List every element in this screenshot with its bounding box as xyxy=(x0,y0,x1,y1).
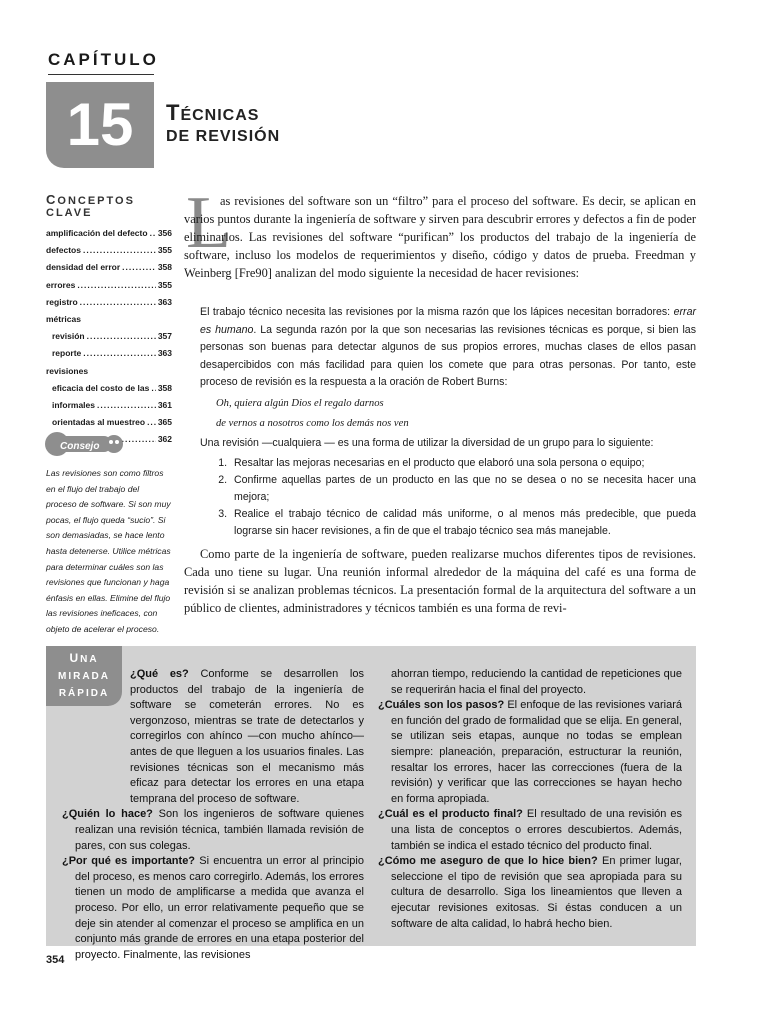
quote-italic: errar es humano xyxy=(200,306,696,336)
key-concept-page: 355 xyxy=(157,245,172,256)
answer-text: Conforme se desarrollen los productos del trabajo de la ingeniería de software se cometerán errores. No es vergonzoso, mientras se trate de detectarlos y corregirlos con ahínco —con mucho ahínco— antes de que lleguen a los usuarios finales. Las revisiones técnicas son el mecanismo más eficaz para detectar los errores en una etapa temprana del proceso de software. xyxy=(130,668,364,805)
key-concept-item xyxy=(46,277,172,294)
answer-text: En primer lugar, seleccione el tipo de revisión que sea apropiada para su cultura de desarrollo. Siga los lineamientos que lleven a ejecutar revisiones exitosas. Si éstas conducen a un software de alta calidad, lo habrá hecho bien. xyxy=(391,855,682,930)
key-concepts-list xyxy=(46,225,172,449)
leader-dots xyxy=(77,277,156,294)
key-concept-term: eficacia del costo de las xyxy=(52,382,150,393)
leader-dots xyxy=(150,225,156,242)
key-concept-item xyxy=(46,294,172,311)
key-concept-page: 358 xyxy=(157,262,172,273)
badge-line-3: RÁPIDA xyxy=(58,688,110,699)
leader-dots xyxy=(83,242,156,259)
key-concept-page: 357 xyxy=(157,331,172,342)
key-concept-item xyxy=(46,311,172,328)
list-item: 1. Resaltar las mejoras necesarias en el producto que elaboró una sola persona o equipo; xyxy=(230,455,696,472)
list-item: 2. Confirme aquellas partes de un producto en las que no se desea o no se necesita hacer una mejora; xyxy=(230,472,696,506)
key-concept-item xyxy=(46,414,172,431)
title-initial: T xyxy=(166,100,181,125)
quick-look-column-2 xyxy=(378,667,682,932)
key-concept-page: 356 xyxy=(157,228,172,238)
key-concept-item xyxy=(46,380,172,397)
key-concept-term: revisión xyxy=(52,331,85,342)
key-concept-term: defectos xyxy=(46,245,81,256)
list-item: 3. Realice el trabajo técnico de calidad más uniforme, o al menos más predecible, que pueda lograrse sin hacer revisiones, a fin de que el trabajo técnico sea más manejable. xyxy=(230,506,696,540)
intro-block xyxy=(184,192,696,282)
key-concept-term: informales xyxy=(52,400,95,411)
key-concept-item xyxy=(46,397,172,414)
leader-dots xyxy=(83,345,156,362)
key-concept-item xyxy=(46,242,172,259)
leader-dots xyxy=(80,294,156,311)
key-concepts-heading: CONCEPTOS CLAVE xyxy=(46,192,135,219)
quick-look-column-1 xyxy=(62,667,364,963)
leader-dots xyxy=(151,380,155,397)
body-paragraph-2: Como parte de la ingeniería de software, pueden realizarse muchos diferentes tipos de revisiones. Cada uno tiene su lugar. Una reunión informal alrededor de la máquina del café es una forma de revisión si se analizan problemas técnicos. La presentación formal de la arquitectura del software a un público de clientes, administradores y técnicos también es una forma de revi- xyxy=(184,547,696,615)
qa-pasos xyxy=(378,698,682,807)
qa-como-me-aseguro xyxy=(378,854,682,932)
consejo-badge xyxy=(44,430,118,460)
key-concept-item xyxy=(46,363,172,380)
qa-por-que xyxy=(62,854,364,963)
answer-text: Son los ingenieros de software quienes realizan una revisión técnica, también llamada revisión de pares, con sus colegas. xyxy=(75,808,364,852)
quotation-block xyxy=(200,304,696,540)
key-concept-term: métricas xyxy=(46,314,81,325)
answer-text: Si encuentra un error al principio del proceso, es menos caro corregirlo. Además, los errores tienen un modo de amplificarse a medida que avanza el proceso. Por ello, un error relativamente pequeño que se deje sin atender al comenzar el proceso se amplifica en un conjunto más grande de errores en una etapa posterior del proyecto. Finalmente, las revisiones xyxy=(75,855,364,961)
question-label: ¿Cuáles son los pasos? xyxy=(378,699,505,712)
key-concept-page: 363 xyxy=(157,348,172,359)
qa-producto-final xyxy=(378,807,682,854)
key-concept-term: amplificación del defecto xyxy=(46,228,148,238)
consejo-label: Consejo xyxy=(60,441,100,452)
consejo-text: Las revisiones son como filtros en el flujo del trabajo del proceso de software. Si son muy pocas, el flujo queda “sucio”. Si son demasiadas, se hace lento hasta detenerse. Utilice métricas para determinar cuáles son las revisiones que funcionan y haga énfasis en ellas. Elimine del flujo las revisiones ineficaces, con objeto de acelerar el proceso. xyxy=(46,468,171,634)
chapter-number: 15 xyxy=(46,82,154,168)
key-concept-page: 365 xyxy=(157,417,172,428)
key-concept-term: orientadas al muestreo xyxy=(52,417,146,428)
key-concept-page: 355 xyxy=(157,279,172,290)
consejo-icon xyxy=(44,430,124,460)
intro-paragraph: as revisiones del software son un “filtro” para el proceso del software. Es decir, se aplican en varios puntos durante la ingeniería de software y sirven para descubrir errores y defectos a fin de poder eliminarlos. Las revisiones del software “purifican” los productos del trabajo de la ingeniería de software, incluso los modelos de requerimientos y diseño, código y datos de prueba. Freedman y Weinberg [Fre90] analizan del modo siguiente la necesidad de hacer revisiones: xyxy=(184,194,696,280)
quote-paragraph-1 xyxy=(200,304,696,392)
leader-dots xyxy=(97,397,156,414)
key-concept-page: 358 xyxy=(157,382,172,393)
qa-que-es xyxy=(62,667,364,807)
chapter-rule xyxy=(48,74,154,75)
key-concept-term: registro xyxy=(46,296,78,307)
leader-dots xyxy=(147,414,156,431)
title-rest: ÉCNICAS xyxy=(180,107,260,124)
key-concept-item xyxy=(46,345,172,362)
page-number: 354 xyxy=(46,954,65,966)
quote-text-a: El trabajo técnico necesita las revisiones por la misma razón que los lápices necesitan borradores: xyxy=(200,306,674,318)
chapter-title-line2: DE REVISIÓN xyxy=(166,128,281,145)
key-concept-item xyxy=(46,328,172,345)
key-concept-page: 363 xyxy=(157,296,172,307)
chapter-title-line1 xyxy=(166,100,259,126)
question-label: ¿Cómo me aseguro de que lo hice bien? xyxy=(378,855,598,868)
key-concept-item xyxy=(46,225,172,242)
question-label: ¿Cuál es el producto final? xyxy=(378,808,523,821)
review-goals-list xyxy=(200,455,696,540)
key-concept-term: densidad del error xyxy=(46,262,121,273)
key-concept-term: revisiones xyxy=(46,365,89,376)
question-label: ¿Por qué es importante? xyxy=(62,855,196,868)
chapter-label: CAPÍTULO xyxy=(48,50,159,69)
quote-paragraph-2: Una revisión —cualquiera — es una forma de utilizar la diversidad de un grupo para lo siguiente: xyxy=(200,436,654,449)
key-concept-item xyxy=(46,259,172,276)
key-concept-term: reporte xyxy=(52,348,82,359)
qa-por-que-continued: ahorran tiempo, reduciendo la cantidad de repeticiones que se requerirán hacia el final del proyecto. xyxy=(391,668,682,696)
key-concept-term: errores xyxy=(46,279,76,290)
key-concepts-sidebar xyxy=(46,192,172,449)
key-concept-page: 362 xyxy=(157,434,172,445)
key-concept-page: 361 xyxy=(157,400,172,411)
badge-line-2: MIRADA xyxy=(58,671,110,682)
badge-line-1: UNA xyxy=(69,651,99,665)
poem-line-1: Oh, quiera algún Dios el regalo darnos xyxy=(216,397,384,409)
question-label: ¿Qué es? xyxy=(130,668,189,680)
drop-cap: L xyxy=(186,182,232,264)
leader-dots xyxy=(122,259,156,276)
answer-text: El enfoque de las revisiones variará en función del grado de formalidad que se elija. En general, se utilizan seis etapas, aunque no todas se emplean siempre: planeación, preparación, estructurar la reunión, resaltar los errores, hacer las correcciones (fuera de la revisión) y verificar que las correcciones se hayan hecho en forma apropiada. xyxy=(391,699,682,805)
answer-text: El resultado de una revisión es una lista de conceptos o errores descubiertos. Además, también se indica el estado técnico del producto final. xyxy=(391,808,682,852)
poem-line-2: de vernos a nosotros como los demás nos ven xyxy=(216,417,409,429)
leader-dots xyxy=(87,328,156,345)
question-label: ¿Quién lo hace? xyxy=(62,808,153,821)
quote-text-b: . La segunda razón por la que son necesarias las revisiones técnicas es porque, si bien las personas son buenas para detectar algunos de sus propios errores, muchas clases de ellos pasan desapercibidos con más facilidad para quien los comete que para otras personas. Por tanto, este proceso de revisión es la respuesta a la oración de Robert Burns: xyxy=(200,323,697,389)
qa-quien xyxy=(62,807,364,854)
